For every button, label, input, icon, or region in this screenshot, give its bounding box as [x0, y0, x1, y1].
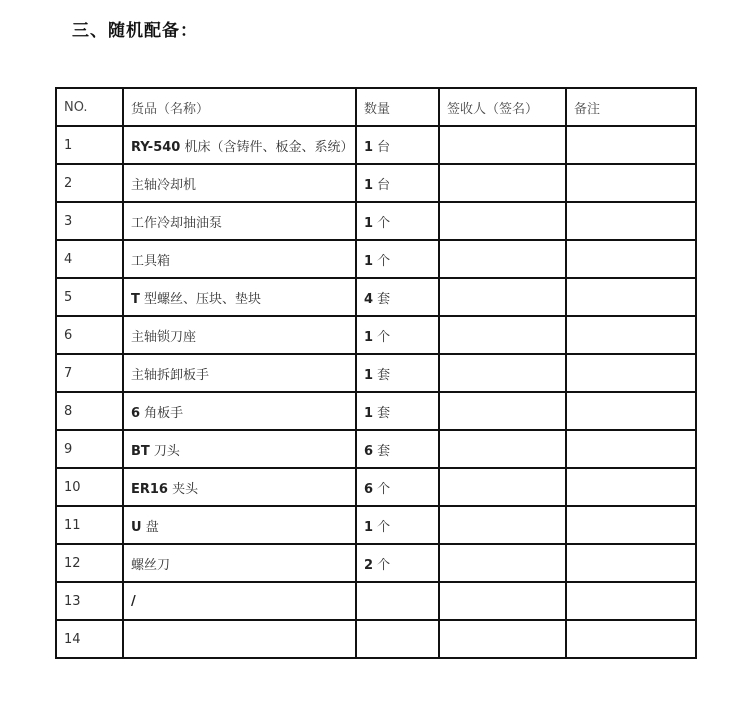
cell-quantity: [356, 164, 439, 202]
cell-note[interactable]: [566, 316, 696, 354]
item-name-bold: RY-540: [131, 139, 181, 155]
cell-item-name: [123, 240, 356, 278]
qty-unit: 台: [373, 177, 391, 193]
header-note: 备注: [566, 88, 696, 126]
cell-no: 14: [56, 620, 123, 658]
cell-no: 9: [56, 430, 123, 468]
cell-item-name: [123, 620, 356, 658]
item-name-text: 主轴锁刀座: [131, 329, 197, 345]
cell-item-name: [123, 430, 356, 468]
cell-note[interactable]: [566, 582, 696, 620]
cell-quantity: [356, 126, 439, 164]
item-name-bold: T: [131, 291, 140, 307]
cell-signer[interactable]: [439, 354, 566, 392]
item-name-text: 夹头: [167, 481, 199, 497]
qty-unit: 个: [373, 519, 391, 535]
table-row: [56, 544, 696, 582]
table-row: [56, 430, 696, 468]
cell-note[interactable]: [566, 240, 696, 278]
table-row: [56, 126, 696, 164]
qty-number: 1: [364, 329, 374, 345]
cell-note[interactable]: [566, 506, 696, 544]
cell-signer[interactable]: [439, 430, 566, 468]
qty-number: 1: [364, 177, 374, 193]
item-name-bold: /: [131, 593, 136, 609]
cell-item-name: [123, 278, 356, 316]
cell-quantity: [356, 620, 439, 658]
cell-note[interactable]: [566, 430, 696, 468]
cell-signer[interactable]: [439, 544, 566, 582]
qty-unit: 个: [373, 215, 391, 231]
qty-number: 1: [364, 519, 374, 535]
qty-number: 1: [364, 253, 374, 269]
item-name-text: 角板手: [140, 405, 184, 421]
qty-number: 2: [364, 557, 374, 573]
table-row: [56, 164, 696, 202]
qty-unit: 个: [373, 481, 391, 497]
qty-unit: 个: [373, 557, 391, 573]
qty-unit: 台: [373, 139, 391, 155]
cell-no: 11: [56, 506, 123, 544]
cell-signer[interactable]: [439, 392, 566, 430]
table-row: [56, 506, 696, 544]
cell-note[interactable]: [566, 468, 696, 506]
cell-quantity: [356, 240, 439, 278]
qty-number: 1: [364, 367, 374, 383]
item-name-text: 机床（含铸件、板金、系统）: [180, 139, 354, 155]
cell-item-name: [123, 354, 356, 392]
cell-note[interactable]: [566, 354, 696, 392]
header-quantity: 数量: [356, 88, 439, 126]
table-row: [56, 468, 696, 506]
qty-unit: 套: [373, 367, 391, 383]
cell-item-name: [123, 126, 356, 164]
cell-no: 7: [56, 354, 123, 392]
item-name-bold: BT: [131, 443, 150, 459]
table-row: [56, 620, 696, 658]
cell-no: 2: [56, 164, 123, 202]
qty-number: 1: [364, 405, 374, 421]
cell-note[interactable]: [566, 164, 696, 202]
cell-item-name: [123, 468, 356, 506]
cell-note[interactable]: [566, 544, 696, 582]
item-name-text: 工作冷却抽油泵: [131, 215, 223, 231]
header-no: NO.: [56, 88, 123, 126]
cell-no: 6: [56, 316, 123, 354]
cell-item-name: [123, 316, 356, 354]
cell-item-name: [123, 392, 356, 430]
table-row: [56, 316, 696, 354]
table-row: [56, 392, 696, 430]
cell-quantity: [356, 392, 439, 430]
cell-no: 13: [56, 582, 123, 620]
item-name-text: 螺丝刀: [131, 557, 171, 573]
cell-note[interactable]: [566, 392, 696, 430]
cell-signer[interactable]: [439, 240, 566, 278]
accessories-table: [55, 87, 697, 659]
cell-no: 10: [56, 468, 123, 506]
cell-signer[interactable]: [439, 164, 566, 202]
cell-no: 8: [56, 392, 123, 430]
cell-item-name: [123, 202, 356, 240]
qty-number: 1: [364, 215, 374, 231]
table-row: [56, 582, 696, 620]
qty-number: 1: [364, 139, 374, 155]
section-heading: 三、随机配备：: [72, 21, 198, 41]
cell-item-name: [123, 544, 356, 582]
cell-no: 3: [56, 202, 123, 240]
cell-signer[interactable]: [439, 126, 566, 164]
cell-quantity: [356, 430, 439, 468]
cell-quantity: [356, 506, 439, 544]
qty-unit: 套: [373, 443, 391, 459]
item-name-text: 盘: [141, 519, 159, 535]
item-name-text: 型螺丝、压块、垫块: [139, 291, 262, 307]
table-row: [56, 278, 696, 316]
cell-item-name: [123, 506, 356, 544]
qty-number: 4: [364, 291, 374, 307]
cell-no: 4: [56, 240, 123, 278]
cell-quantity: [356, 582, 439, 620]
table-row: [56, 354, 696, 392]
cell-signer[interactable]: [439, 468, 566, 506]
qty-unit: 个: [373, 253, 391, 269]
item-name-bold: ER16: [131, 481, 168, 497]
cell-quantity: [356, 316, 439, 354]
qty-unit: 套: [373, 291, 391, 307]
table-row: [56, 240, 696, 278]
cell-quantity: [356, 544, 439, 582]
cell-signer[interactable]: [439, 316, 566, 354]
cell-note[interactable]: [566, 202, 696, 240]
cell-quantity: [356, 468, 439, 506]
qty-unit: 个: [373, 329, 391, 345]
cell-note[interactable]: [566, 620, 696, 658]
item-name-bold: U: [131, 519, 142, 535]
qty-number: 6: [364, 443, 374, 459]
header-signer: 签收人（签名）: [439, 88, 566, 126]
header-item-name: 货品（名称）: [123, 88, 356, 126]
item-name-text: 主轴拆卸板手: [131, 367, 210, 383]
item-name-bold: 6: [131, 405, 141, 421]
cell-quantity: [356, 278, 439, 316]
item-name-text: 刀头: [149, 443, 180, 459]
cell-quantity: [356, 354, 439, 392]
cell-quantity: [356, 202, 439, 240]
cell-no: 1: [56, 126, 123, 164]
cell-signer[interactable]: [439, 278, 566, 316]
cell-note[interactable]: [566, 278, 696, 316]
qty-unit: 套: [373, 405, 391, 421]
cell-signer[interactable]: [439, 506, 566, 544]
item-name-text: 主轴冷却机: [131, 177, 197, 193]
cell-item-name: [123, 164, 356, 202]
cell-item-name: [123, 582, 356, 620]
item-name-text: 工具箱: [131, 253, 171, 269]
cell-no: 5: [56, 278, 123, 316]
cell-no: 12: [56, 544, 123, 582]
qty-number: 6: [364, 481, 374, 497]
cell-signer[interactable]: [439, 582, 566, 620]
cell-signer[interactable]: [439, 202, 566, 240]
table-row: [56, 202, 696, 240]
cell-note[interactable]: [566, 126, 696, 164]
table-header-row: [56, 88, 696, 126]
cell-signer[interactable]: [439, 620, 566, 658]
